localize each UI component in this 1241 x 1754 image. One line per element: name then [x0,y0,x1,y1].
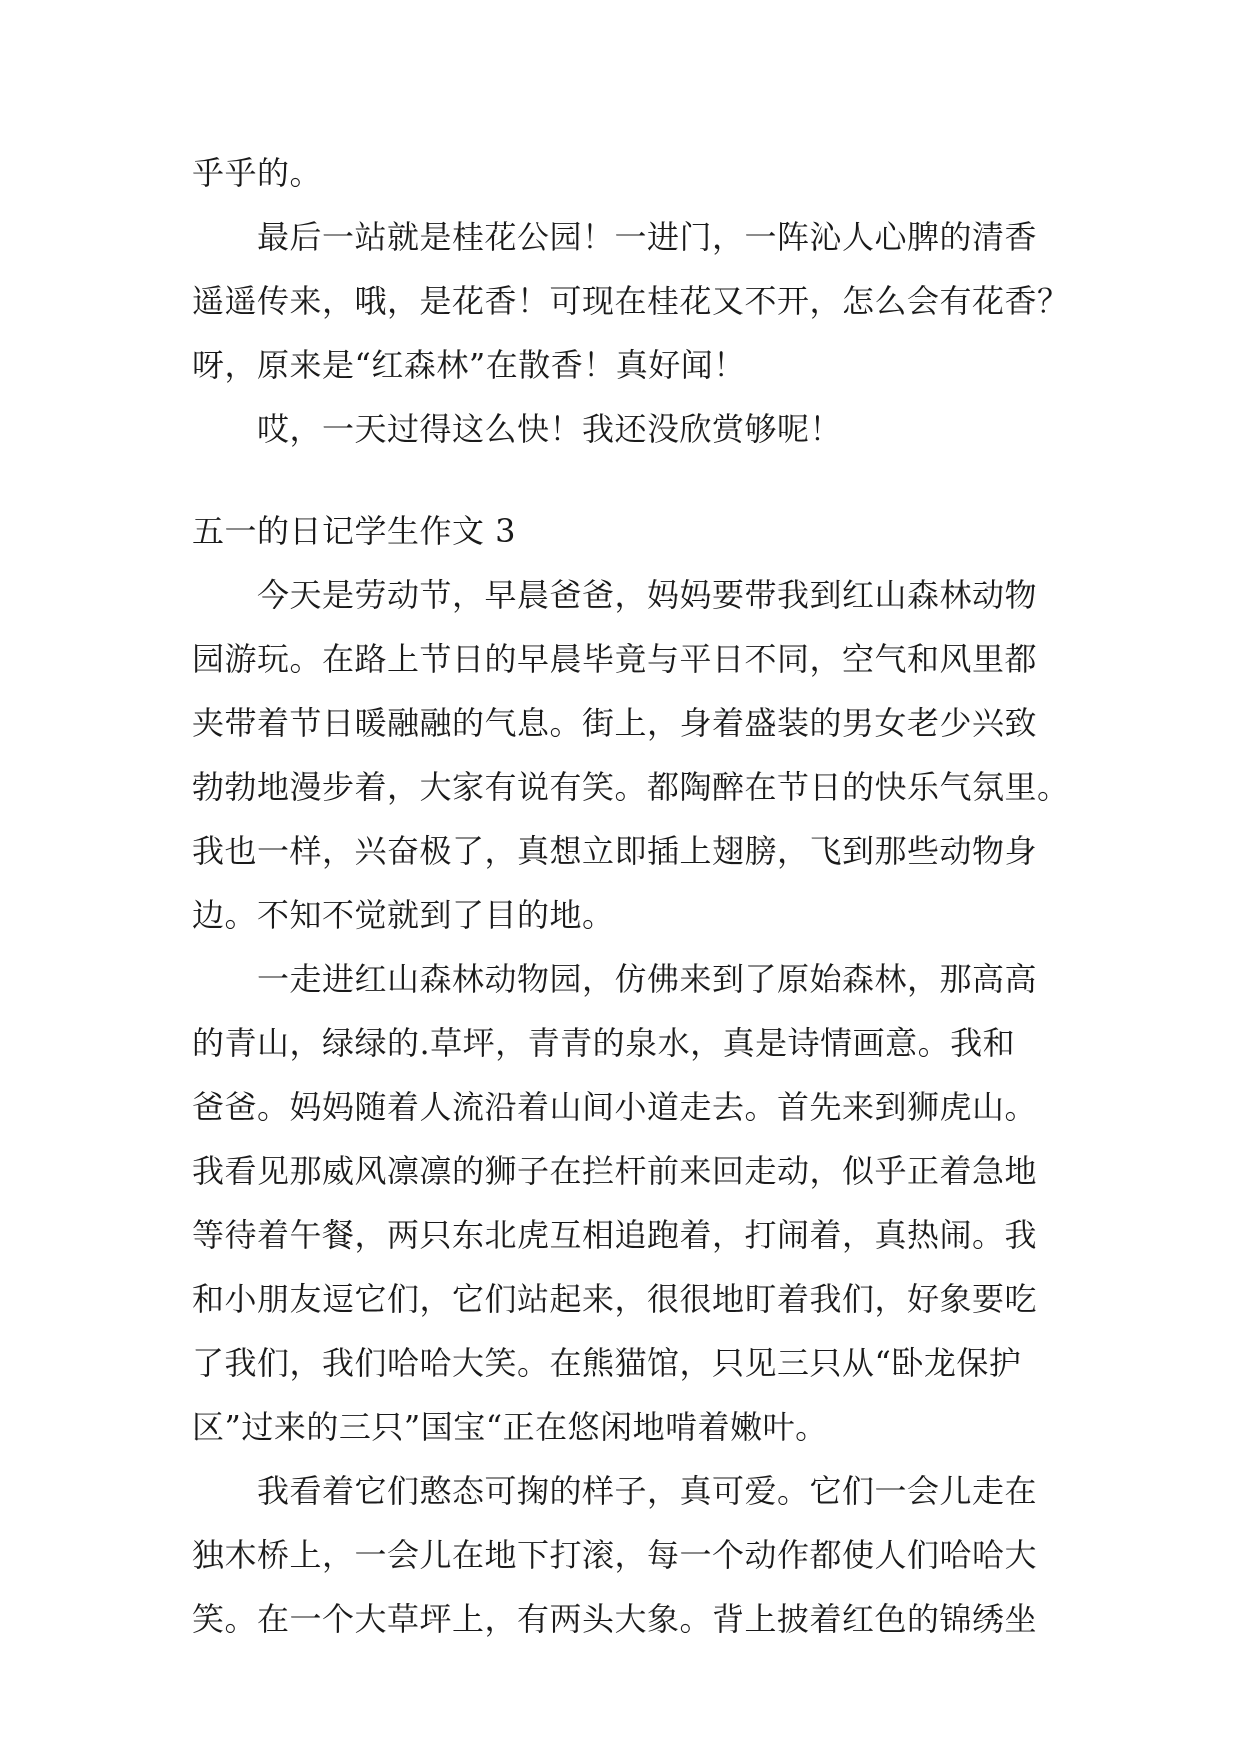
text-line: 和小朋友逗它们，它们站起来，很很地盯着我们，好象要吃 [192,1280,1038,1318]
text-line: 笑。在一个大草坪上，有两头大象。背上披着红色的锦绣坐 [192,1600,1038,1638]
paragraph-first-line: 最后一站就是桂花公园！一进门，一阵沁人心脾的清香 [257,218,1038,256]
text-line: 我也一样，兴奋极了，真想立即插上翅膀，飞到那些动物身 [192,832,1038,870]
text-line: 的青山，绿绿的.草坪，青青的泉水，真是诗情画意。我和 [192,1024,1016,1062]
section-heading: 五一的日记学生作文 3 [192,512,517,550]
text-line: 勃勃地漫步着，大家有说有笑。都陶醉在节日的快乐气氛里。 [192,768,1070,806]
text-line: 夹带着节日暖融融的气息。街上，身着盛装的男女老少兴致 [192,704,1038,742]
paragraph-first-line: 今天是劳动节，早晨爸爸，妈妈要带我到红山森林动物 [257,576,1038,614]
text-line: 我看见那威风凛凛的狮子在拦杆前来回走动，似乎正着急地 [192,1152,1038,1190]
text-line: 爸爸。妈妈随着人流沿着山间小道走去。首先来到狮虎山。 [192,1088,1038,1126]
text-line: 了我们，我们哈哈大笑。在熊猫馆，只见三只从“卧龙保护 [192,1344,1022,1382]
text-line: 边。不知不觉就到了目的地。 [192,896,615,934]
text-line: 呀，原来是“红森林”在散香！真好闻！ [192,346,746,384]
text-line: 等待着午餐，两只东北虎互相追跑着，打闹着，真热闹。我 [192,1216,1038,1254]
text-line: 独木桥上，一会儿在地下打滚，每一个动作都使人们哈哈大 [192,1536,1038,1574]
text-line: 遥遥传来，哦，是花香！可现在桂花又不开，怎么会有花香？ [192,282,1070,320]
paragraph-first-line: 一走进红山森林动物园，仿佛来到了原始森林，那高高 [257,960,1038,998]
text-line: 乎乎的。 [192,154,323,192]
paragraph-first-line: 我看着它们憨态可掬的样子，真可爱。它们一会儿走在 [257,1472,1038,1510]
text-line: 区”过来的三只”国宝“正在悠闲地啃着嫩叶。 [192,1408,828,1446]
paragraph-first-line: 哎，一天过得这么快！我还没欣赏够呢！ [257,410,843,448]
text-line: 园游玩。在路上节日的早晨毕竟与平日不同，空气和风里都 [192,640,1038,678]
